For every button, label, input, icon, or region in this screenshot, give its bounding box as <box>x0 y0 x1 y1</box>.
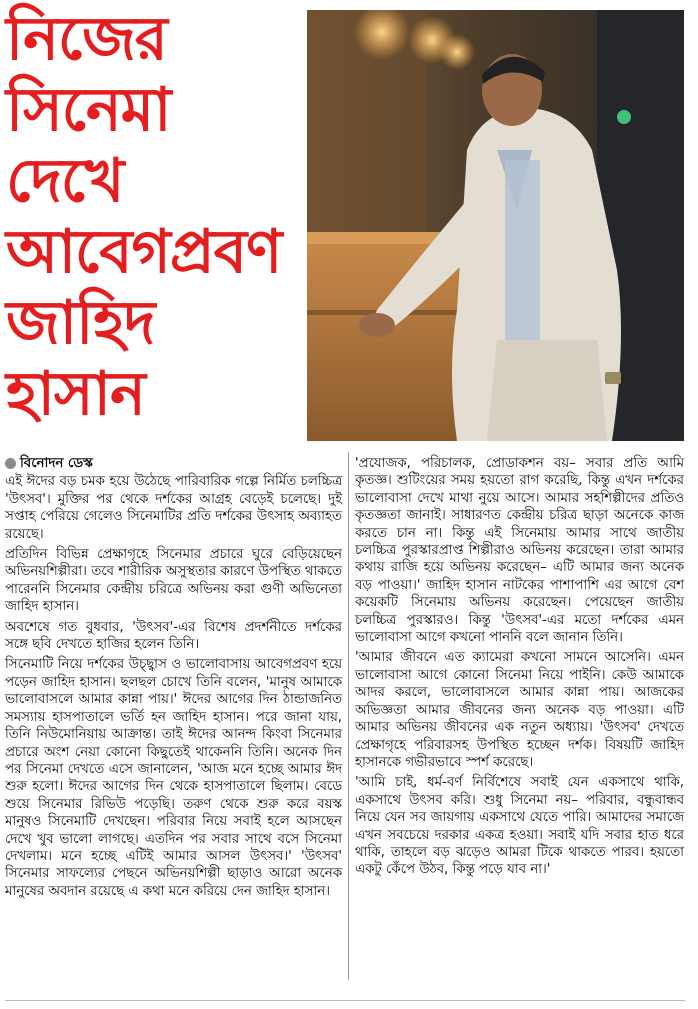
headline <box>6 4 302 430</box>
headline-line: হাসান <box>6 359 145 429</box>
bullet-icon <box>5 458 16 469</box>
paragraph: প্রতিদিন বিভিন্ন প্রেক্ষাগৃহে সিনেমার প্রচারে ঘুরে বেড়িয়েছেন অভিনয়শিল্পীরা। তবে শারীরিক অসুস্থতার কারণে উপস্থিত থাকতে পারেননি সিনেমার কেন্দ্রীয় চরিত্রে অভিনয় করা গুণী অভিনেতা জাহিদ হাসান। <box>5 547 342 615</box>
article-column-left <box>5 455 342 903</box>
paragraph: সিনেমাটি নিয়ে দর্শকের উচ্ছ্বাস ও ভালোবাসায় আবেগপ্রবণ হয়ে পড়েন জাহিদ হাসান। ছলছল চোখে তিনি বলেন, 'মানুষ আমাকে ভালোবাসলে আমার কান্না পায়।' ঈদের আগের দিন ঠান্ডাজনিত সমস্যায় হাসপাতালে ভর্তি হন জাহিদ হাসান। পরে জানা যায়, তিনি নিউমোনিয়ায় আক্রান্ত। তাই ঈদের আনন্দ কিংবা সিনেমার প্রচারে অংশ নেয়া কোনো কিছুতেই থাকেননি তিনি। অনেক দিন পর সিনেমা দেখতে এসে জানালেন, 'আজ মনে হচ্ছে আমার ঈদ শুরু হলো। ঈদের আগের দিন থেকে হাসপাতালে ছিলাম। বেডে শুয়ে সিনেমার রিভিউ পড়েছি। তরুণ থেকে শুরু করে বয়স্ক মানুষও সিনেমাটি দেখছেন। পরিবার নিয়ে সবাই হলে আসছেন দেখে খুব ভালো লাগছে। এতদিন পর সবার সাথে বসে সিনেমা দেখলাম। মনে হচ্ছে এটিই আমার আসল উৎসব।' 'উৎসব' সিনেমার সাফল্যের পেছনে অভিনয়শিল্পী ছাড়াও আরো অনেক মানুষের অবদান রয়েছে এ কথা মনে করিয়ে দেন জাহিদ হাসান। <box>5 657 342 899</box>
headline-line: জাহিদ <box>6 288 155 358</box>
column-divider <box>348 452 349 980</box>
bottom-rule <box>5 1000 685 1001</box>
paragraph: 'আমি চাই, ধর্ম-বর্ণ নির্বিশেষে সবাই যেন একসাথে থাকি, একসাথে উৎসব করি। শুধু সিনেমা নয়– পরিবার, বন্ধুবান্ধব নিয়ে যেন সব জায়গায় একসাথে যেতে পারি। আমাদের সমাজে এখন সবচেয়ে দরকার একত্র হওয়া। সবাই যদি সবার হাত ধরে থাকি, তাহলে বড় ঝড়েও আমরা টিকে থাকতে পারব। হয়তো একটু কেঁপে উঠব, কিন্তু পড়ে যাব না।' <box>355 775 684 878</box>
article-photo <box>307 10 684 441</box>
article-column-right <box>355 455 684 882</box>
headline-line: আবেগপ্রবণ <box>6 217 282 287</box>
headline-line: সিনেমা <box>6 75 171 145</box>
headline-line: নিজের <box>6 4 167 74</box>
byline <box>5 455 342 472</box>
byline-text: বিনোদন ডেস্ক <box>20 456 93 471</box>
headline-line: দেখে <box>6 146 124 216</box>
paragraph: অবশেষে গত বুধবার, 'উৎসব'-এর বিশেষ প্রদর্শনীতে দর্শকের সঙ্গে ছবি দেখতে হাজির হলেন তিনি। <box>5 619 342 653</box>
paragraph: 'আমার জীবনে এত ক্যামেরা কখনো সামনে আসেনি। এমন ভালোবাসা আগে কোনো সিনেমা নিয়ে পাইনি। কেউ আমাকে আদর করলে, ভালোবাসলে আমার কান্না পায়। আজকের অভিজ্ঞতা আমার জীবনের জন্য অনেক বড় পাওয়া। এটি আমার অভিনয় জীবনের এক নতুন অধ্যায়। 'উৎসব' দেখতে প্রেক্ষাগৃহে পরিবারসহ উপস্থিত হচ্ছেন দর্শক। বিষয়টি জাহিদ হাসানকে গভীরভাবে স্পর্শ করেছে। <box>355 650 684 770</box>
portrait-illustration <box>307 10 684 441</box>
paragraph: 'প্রযোজক, পরিচালক, প্রোডাকশন বয়– সবার প্রতি আমি কৃতজ্ঞ। শুটিংয়ের সময় হয়তো রাগ করেছি, কিন্তু এখন দর্শকের ভালোবাসা দেখে মাথা নুয়ে আসে। আমার সহশিল্পীদের প্রতিও কৃতজ্ঞতা জানাই। সাধারণত কেন্দ্রীয় চরিত্র ছাড়া অনেকে কাজ করতে চান না। কিন্তু এই সিনেমায় আমার সাথে জাতীয় চলচ্চিত্র পুরস্কারপ্রাপ্ত শিল্পীরাও অভিনয় করেছেন। তারা আমার কথায় রাজি হয়ে অভিনয় করেছেন– এটি আমার জন্য অনেক বড় পাওয়া।' জাহিদ হাসান নাটকের পাশাপাশি এর আগে বেশ কয়েকটি সিনেমায় অভিনয় করেছেন। পেয়েছেন জাতীয় চলচ্চিত্র পুরস্কারও। কিন্তু 'উৎসব'-এর মতো দর্শকের এমন ভালোবাসা আগে কখনো পাননি বলে জানান তিনি। <box>355 456 684 646</box>
paragraph: এই ঈদের বড় চমক হয়ে উঠেছে পারিবারিক গল্পে নির্মিত চলচ্চিত্র 'উৎসব'। মুক্তির পর থেকে দর্শকের আগ্রহ বেড়েই চলেছে। দুই সপ্তাহ পেরিয়ে গেলেও সিনেমাটির প্রতি দর্শকের উৎসাহ অব্যাহত রয়েছে। <box>5 474 342 542</box>
